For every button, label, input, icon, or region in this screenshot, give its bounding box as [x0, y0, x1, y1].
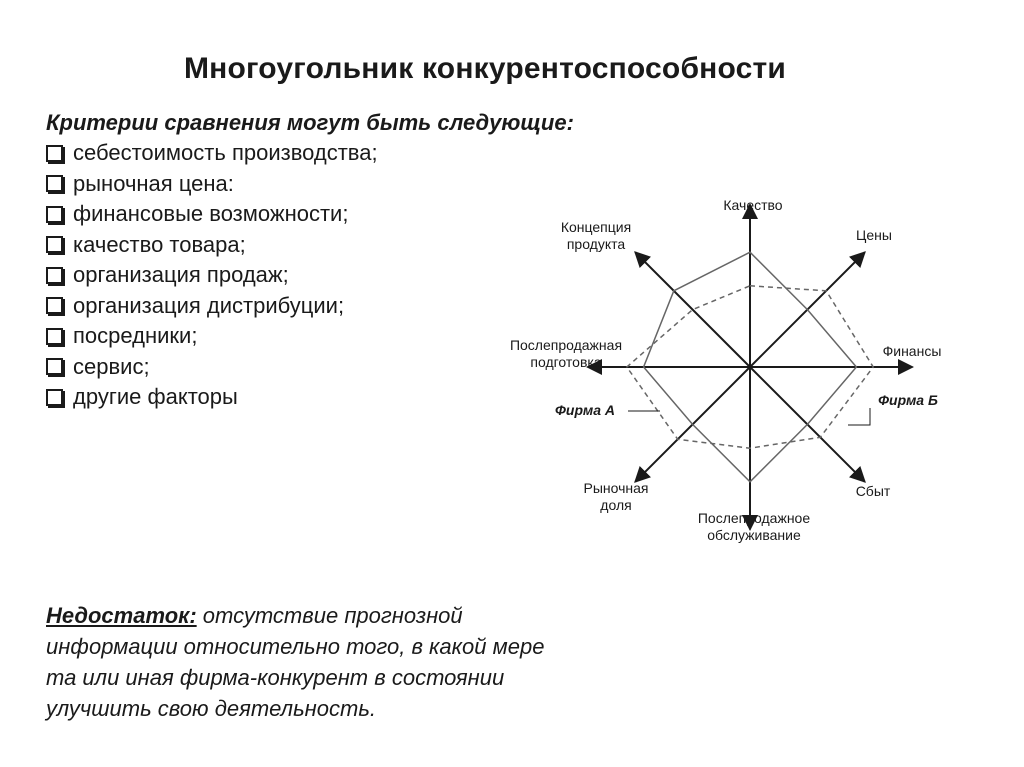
radar-axis-label: Рыночная доля	[583, 480, 649, 513]
legend-firm-b-leader-line	[848, 408, 870, 425]
criteria-item-label: рыночная цена:	[73, 170, 234, 196]
criteria-item-label: посредники;	[73, 323, 198, 348]
radar-axis-label: Сбыт	[855, 483, 891, 499]
radar-axis-label: Финансы	[882, 343, 942, 359]
radar-axis-label: Качество	[723, 197, 783, 213]
radar-axis	[635, 252, 750, 367]
criteria-item-label: организация дистрибуции;	[73, 292, 345, 318]
drawback-block	[46, 600, 566, 724]
radar-axis-label: Послепродажное обслуживание	[697, 510, 811, 543]
radar-axis-label: Концепция продукта	[560, 219, 632, 252]
criteria-item-label: финансовые возможности;	[73, 201, 349, 226]
drawback-label: Недостаток:	[46, 603, 197, 628]
radar-axis-label: Послепродажная подготовка	[509, 337, 623, 370]
criteria-item-label: другие факторы	[73, 384, 238, 409]
criteria-item-label: сервис;	[73, 353, 150, 379]
criteria-heading: Критерии сравнения могут быть следующие:	[46, 110, 574, 135]
drawback-text: отсутствие прогнозной информации относительно того, в какой мере та или иная фирма-конкурент в состоянии улучшить свою деятельность.	[46, 603, 545, 721]
criteria-item-label: себестоимость производства;	[73, 140, 378, 165]
criteria-item-label: организация продаж;	[73, 262, 289, 287]
radar-axis-label: Цены	[856, 227, 892, 243]
legend-firm-b-label: Фирма Б	[878, 392, 938, 408]
legend-firm-a-label: Фирма А	[555, 402, 615, 418]
page-title: Многоугольник конкурентоспособности	[183, 52, 787, 85]
criteria-item-label: качество товара;	[73, 231, 246, 257]
